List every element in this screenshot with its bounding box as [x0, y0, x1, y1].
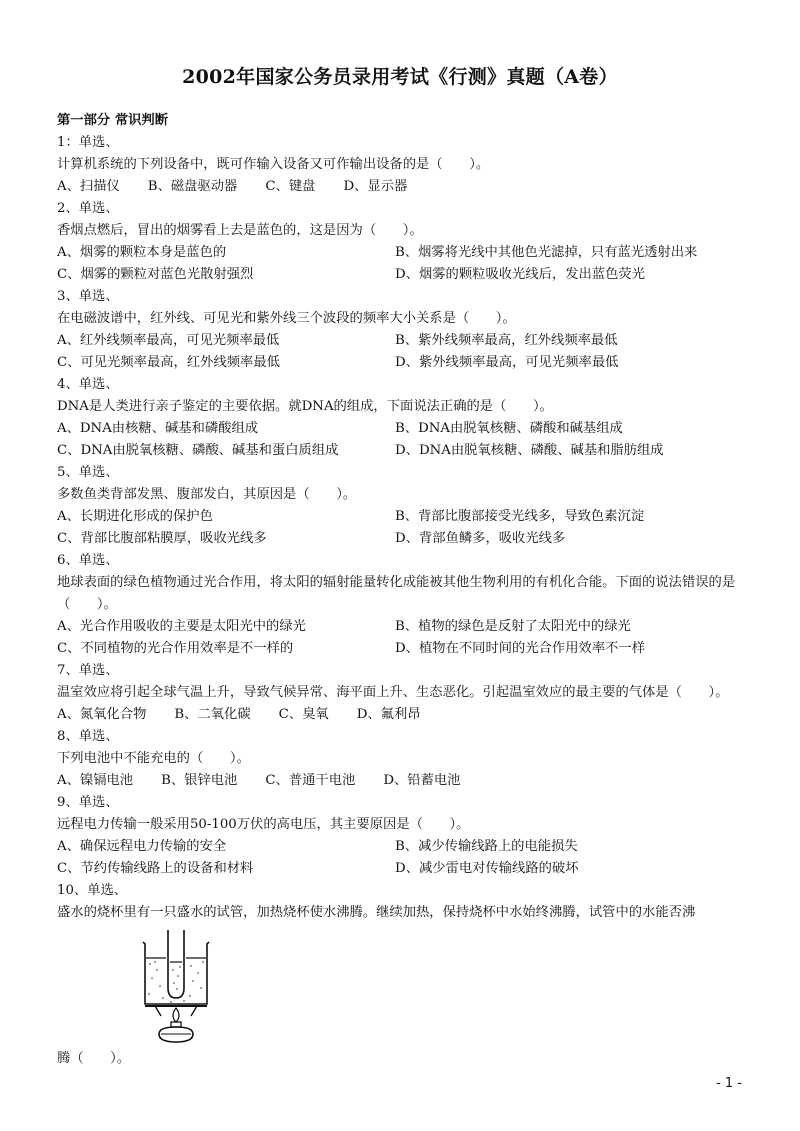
question-stem: 温室效应将引起全球气温上升，导致气候异常、海平面上升、生态恶化。引起温室效应的最主要的气体是（ ）。: [57, 685, 729, 700]
options-grid: [57, 506, 757, 550]
question-number: 5、单选、: [57, 465, 119, 480]
option: D、DNA由脱氧核糖、磷酸、碱基和脂肪组成: [395, 443, 664, 458]
option: B、银锌电池: [161, 773, 238, 788]
beaker-test-tube-figure: [57, 926, 757, 1048]
question-stem: 盛水的烧杯里有一只盛水的试管，加热烧杯使水沸腾。继续加热，保持烧杯中水始终沸腾，试管中的水能否沸: [57, 905, 696, 920]
question-stem: DNA是人类进行亲子鉴定的主要依据。就DNA的组成，下面说法正确的是（ ）。: [57, 399, 553, 414]
option: C、烟雾的颗粒对蓝色光散射强烈: [57, 267, 254, 282]
question-stem: 在电磁波谱中，红外线、可见光和紫外线三个波段的频率大小关系是（ ）。: [57, 311, 516, 326]
question-number: 1：单选、: [57, 135, 119, 150]
option: A、DNA由核糖、碱基和磷酸组成: [57, 421, 259, 436]
option: A、扫描仪: [57, 179, 120, 194]
option: B、二氧化碳: [174, 707, 251, 722]
question-number: 3、单选、: [57, 289, 119, 304]
question-stem: 下列电池中不能充电的（ ）。: [57, 751, 250, 766]
option: A、镍镉电池: [57, 773, 134, 788]
option: A、光合作用吸收的主要是太阳光中的绿光: [57, 619, 306, 634]
page-title: 2002年国家公务员录用考试《行测》真题（A卷）: [182, 66, 618, 88]
option: C、可见光频率最高，红外线频率最低: [57, 355, 280, 370]
question-list: [57, 110, 757, 1070]
options-grid: [57, 836, 757, 880]
option: B、磁盘驱动器: [147, 179, 238, 194]
option: B、植物的绿色是反射了太阳光中的绿光: [395, 619, 631, 634]
option: D、铅蓄电池: [383, 773, 461, 788]
option: D、紫外线频率最高，可见光频率最低: [395, 355, 619, 370]
question-stem: 地球表面的绿色植物通过光合作用，将太阳的辐射能量转化成能被其他生物利用的有机化合能。下面的说法错误的是（ ）。: [57, 575, 736, 612]
option: A、长期进化形成的保护色: [57, 509, 213, 524]
options-grid: [57, 616, 757, 660]
option: A、红外线频率最高，可见光频率最低: [57, 333, 280, 348]
beaker-burner-diagram: [135, 926, 245, 1048]
option: D、氟利昂: [356, 707, 421, 722]
option: A、确保远程电力传输的安全: [57, 839, 227, 854]
page-number: - 1 -: [716, 1076, 742, 1091]
question-number: 8、单选、: [57, 729, 119, 744]
option: C、不同植物的光合作用效率是不一样的: [57, 641, 294, 656]
option: C、普通干电池: [265, 773, 356, 788]
question-stem: 香烟点燃后，冒出的烟雾看上去是蓝色的，这是因为（ ）。: [57, 223, 423, 238]
question-number: 9、单选、: [57, 795, 119, 810]
question-stem-continued: 腾（ ）。: [57, 1051, 131, 1066]
option: D、烟雾的颗粒吸收光线后，发出蓝色荧光: [395, 267, 646, 282]
options-grid: [57, 330, 757, 374]
question-stem: 远程电力传输一般采用50-100万伏的高电压，其主要原因是（ ）。: [57, 817, 470, 832]
section-heading: 第一部分 常识判断: [57, 113, 169, 128]
option: D、植物在不同时间的光合作用效率不一样: [395, 641, 646, 656]
option: C、背部比腹部粘膜厚，吸收光线多: [57, 531, 267, 546]
options-grid: [57, 242, 757, 286]
question-stem: 计算机系统的下列设备中，既可作输入设备又可作输出设备的是（ ）。: [57, 157, 490, 172]
option: B、烟雾将光线中其他色光滤掉，只有蓝光透射出来: [395, 245, 698, 260]
option: D、显示器: [343, 179, 408, 194]
option: B、紫外线频率最高，红外线频率最低: [395, 333, 618, 348]
option: C、节约传输线路上的设备和材料: [57, 861, 254, 876]
options-grid: [57, 418, 757, 462]
question-number: 4、单选、: [57, 377, 119, 392]
option: C、臭氧: [278, 707, 329, 722]
question-stem: 多数鱼类背部发黑、腹部发白，其原因是（ ）。: [57, 487, 357, 502]
option: C、DNA由脱氧核糖、磷酸、碱基和蛋白质组成: [57, 443, 339, 458]
option: C、键盘: [265, 179, 316, 194]
option: B、DNA由脱氧核糖、磷酸和碱基组成: [395, 421, 623, 436]
option: D、背部鱼鳞多，吸收光线多: [395, 531, 566, 546]
option: B、减少传输线路上的电能损失: [395, 839, 578, 854]
question-number: 7、单选、: [57, 663, 119, 678]
question-number: 2、单选、: [57, 201, 119, 216]
option: D、减少雷电对传输线路的破坏: [395, 861, 579, 876]
question-number: 10、单选、: [57, 883, 128, 898]
option: A、氮氧化合物: [57, 707, 147, 722]
options-row: [57, 176, 757, 198]
option: A、烟雾的颗粒本身是蓝色的: [57, 245, 227, 260]
question-number: 6、单选、: [57, 553, 119, 568]
option: B、背部比腹部接受光线多，导致色素沉淀: [395, 509, 645, 524]
options-row: [57, 770, 757, 792]
options-row: [57, 704, 757, 726]
